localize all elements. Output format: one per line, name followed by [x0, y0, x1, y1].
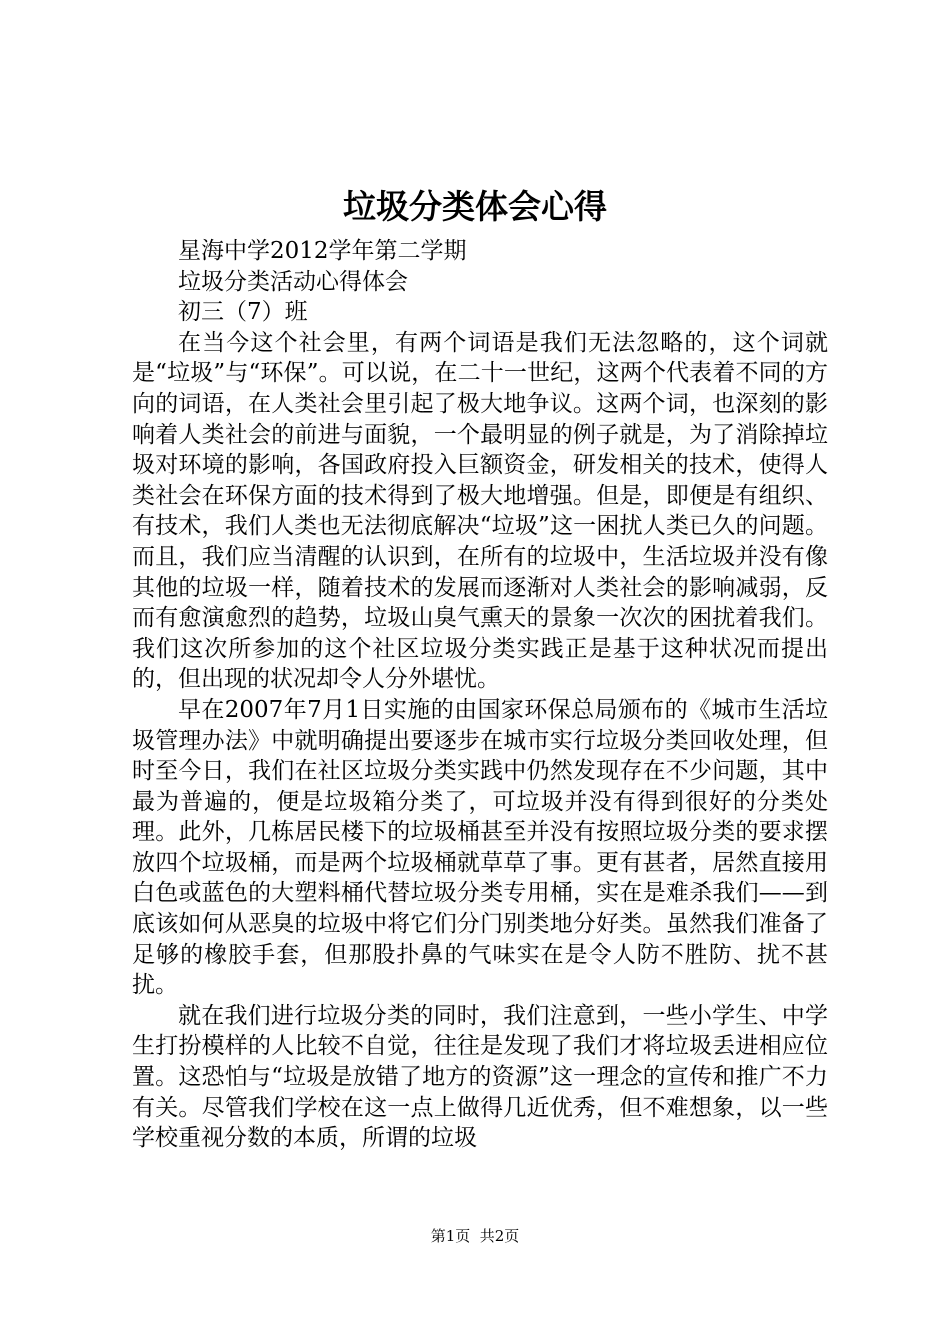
body-paragraph-2: 早在2007年7月1日实施的由国家环保总局颁布的《城市生活垃圾管理办法》中就明确提出要逐步在城市实行垃圾分类回收处理，但时至今日，我们在社区垃圾分类实践中仍然发现存在不少问题，其中最为普遍的，便是垃圾箱分类了，可垃圾并没有得到很好的分类处理。此外，几栋居民楼下的垃圾桶甚至并没有按照垃圾分类的要求摆放四个垃圾桶，而是两个垃圾桶就草草了事。更有甚者，居然直接用白色或蓝色的大塑料桶代替垃圾分类专用桶，实在是难杀我们——到底该如何从恶臭的垃圾中将它们分门别类地分好类。虽然我们准备了足够的橡胶手套，但那股扑鼻的气味实在是令人防不胜防、扰不甚扰。: [132, 696, 828, 999]
document-body: [132, 236, 828, 1154]
body-paragraph-3: 就在我们进行垃圾分类的同时，我们注意到，一些小学生、中学生打扮模样的人比较不自觉，往往是发现了我们才将垃圾丢进相应位置。这恐怕与“垃圾是放错了地方的资源”这一理念的宣传和推广不力有关。尽管我们学校在这一点上做得几近优秀，但不难想象，以一些学校重视分数的本质，所谓的垃圾: [132, 1002, 828, 1152]
header-line-school-term: 星海中学2012学年第二学期: [178, 238, 467, 264]
body-paragraph-1: 在当今这个社会里，有两个词语是我们无法忽略的，这个词就是“垃圾”与“环保”。可以说，在二十一世纪，这两个代表着不同的方向的词语，在人类社会里引起了极大地争议。这两个词，也深刻的影响着人类社会的前进与面貌，一个最明显的例子就是，为了消除掉垃圾对环境的影响，各国政府投入巨额资金，研发相关的技术，使得人类社会在环保方面的技术得到了极大地增强。但是，即便是有组织、有技术，我们人类也无法彻底解决“垃圾”这一困扰人类已久的问题。而且，我们应当清醒的认识到，在所有的垃圾中，生活垃圾并没有像其他的垃圾一样，随着技术的发展而逐渐对人类社会的影响减弱，反而有愈演愈烈的趋势，垃圾山臭气熏天的景象一次次的困扰着我们。我们这次所参加的这个社区垃圾分类实践正是基于这种状况而提出的，但出现的状况却令人分外堪忧。: [132, 329, 828, 693]
page-footer: 第1页 共2页: [430, 1227, 520, 1245]
document-title: 垃圾分类体会心得: [343, 187, 607, 226]
header-line-class: 初三（7）班: [178, 299, 308, 326]
header-line-activity: 垃圾分类活动心得体会: [178, 268, 408, 295]
